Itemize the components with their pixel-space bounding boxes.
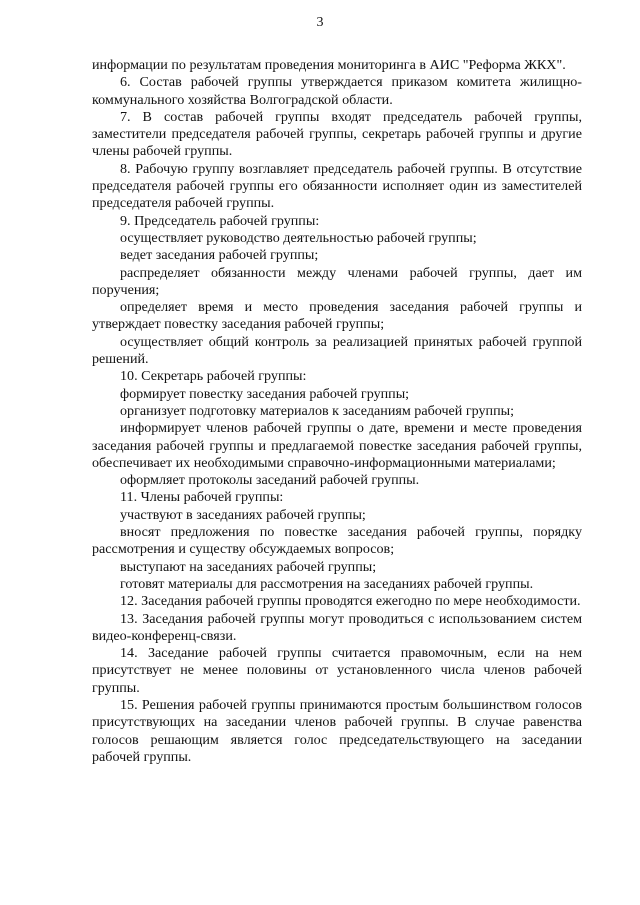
paragraph: информирует членов рабочей группы о дате, времени и месте проведения заседания рабочей группы и предлагаемой повестке заседания рабочей группы, обеспечивает их необходимыми справочно-информационными материалами; <box>92 420 582 471</box>
paragraph: оформляет протоколы заседаний рабочей группы. <box>120 472 420 489</box>
paragraph: вносят предложения по повестке заседания рабочей группы, порядку рассмотрения и существу обсуждаемых вопросов; <box>92 524 582 558</box>
paragraph: 7. В состав рабочей группы входят председатель рабочей группы, заместители председателя рабочей группы, секретарь рабочей группы и другие члены рабочей группы. <box>92 108 582 160</box>
paragraph: формирует повестку заседания рабочей группы; <box>120 385 410 402</box>
paragraph: осуществляет руководство деятельностью рабочей группы; <box>120 229 477 246</box>
paragraph: 8. Рабочую группу возглавляет председатель рабочей группы. В отсутствие председателя рабочей группы его обязанности исполняет один из заместителей председателя рабочей группы. <box>92 160 582 212</box>
paragraph: готовят материалы для рассмотрения на заседаниях рабочей группы. <box>120 575 534 592</box>
paragraph: 11. Члены рабочей группы: <box>120 489 284 506</box>
paragraph: 15. Решения рабочей группы принимаются простым большинством голосов присутствующих на заседании членов рабочей группы. В случае равенства голосов решающим является голос председательствующего на заседании рабочей группы. <box>92 696 582 765</box>
page-number: 3 <box>316 15 324 30</box>
paragraph: участвуют в заседаниях рабочей группы; <box>120 506 366 523</box>
paragraph: распределяет обязанности между членами рабочей группы, дает им поручения; <box>92 264 582 298</box>
document-body <box>92 57 582 766</box>
paragraph: 13. Заседания рабочей группы могут проводиться с использованием систем видео-конференц-связи. <box>92 610 582 644</box>
paragraph: 6. Состав рабочей группы утверждается приказом комитета жилищно-коммунального хозяйства Волгоградской области. <box>92 74 582 108</box>
paragraph: 14. Заседание рабочей группы считается правомочным, если на нем присутствует не менее половины от установленного числа членов рабочей группы. <box>92 645 582 696</box>
paragraph: 12. Заседания рабочей группы проводятся ежегодно по мере необходимости. <box>120 593 581 610</box>
paragraph: осуществляет общий контроль за реализацией принятых рабочей группой решений. <box>92 333 582 368</box>
paragraph: организует подготовку материалов к заседаниям рабочей группы; <box>120 402 515 419</box>
paragraph: 9. Председатель рабочей группы: <box>120 212 320 229</box>
paragraph: 10. Секретарь рабочей группы: <box>120 368 307 385</box>
paragraph: ведет заседания рабочей группы; <box>120 247 319 264</box>
paragraph: выступают на заседаниях рабочей группы; <box>120 558 377 575</box>
paragraph: информации по результатам проведения мониторинга в АИС "Реформа ЖКХ". <box>92 57 566 73</box>
paragraph: определяет время и место проведения заседания рабочей группы и утверждает повестку заседания рабочей группы; <box>92 299 582 333</box>
